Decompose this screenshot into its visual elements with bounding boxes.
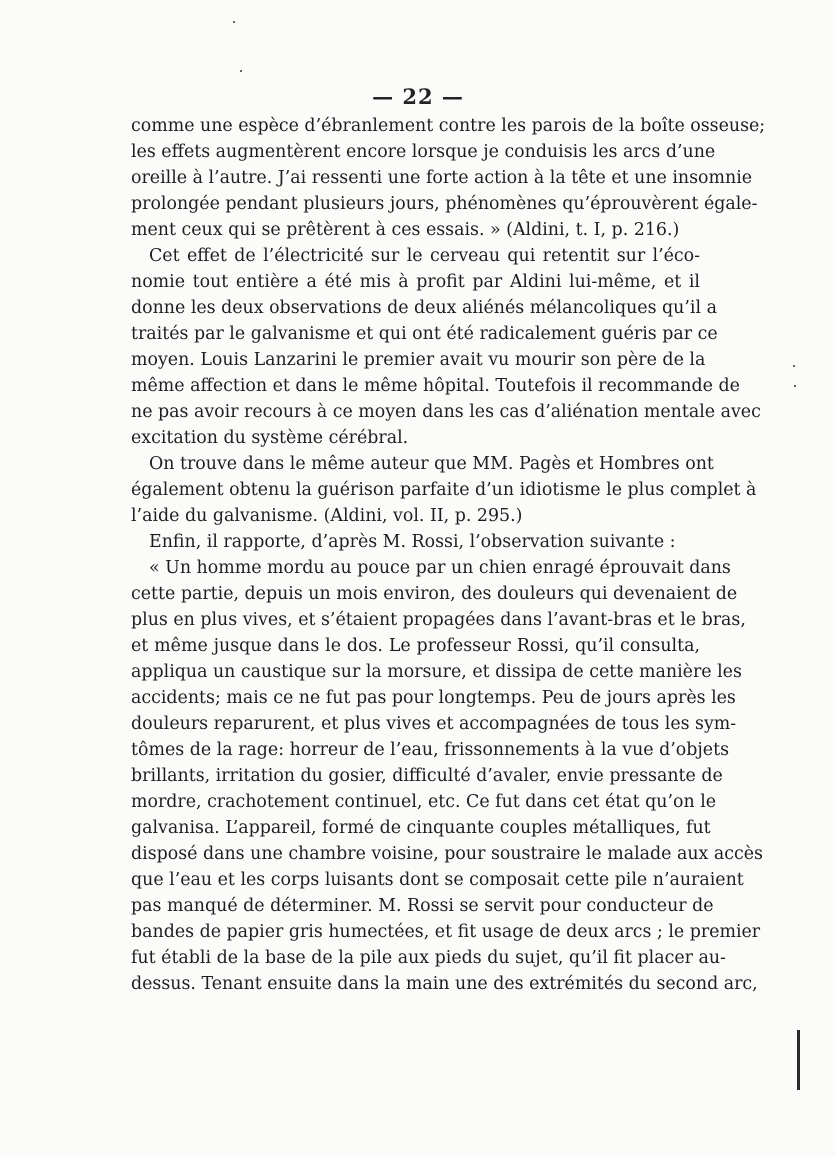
paper-speck xyxy=(794,385,796,387)
text-line: traités par le galvanisme et qui ont été radicalement guéris par ce xyxy=(131,324,718,344)
text-line: et même jusque dans le dos. Le professeur Rossi, qu’il consulta, xyxy=(131,636,700,656)
text-line: disposé dans une chambre voisine, pour soustraire le malade aux accès xyxy=(131,844,763,864)
text-line: ne pas avoir recours à ce moyen dans les cas d’aliénation mentale avec xyxy=(131,402,761,422)
text-line: l’aide du galvanisme. (Aldini, vol. II, p. 295.) xyxy=(131,506,523,526)
text-line: moyen. Louis Lanzarini le premier avait vu mourir son père de la xyxy=(131,350,706,370)
text-line: bandes de papier gris humectées, et fit usage de deux arcs ; le premier xyxy=(131,922,761,942)
text-line: mordre, crachotement continuel, etc. Ce fut dans cet état qu’on le xyxy=(131,792,717,812)
text-line: tômes de la rage: horreur de l’eau, frissonnements à la vue d’objets xyxy=(131,740,729,760)
page-edge-shadow xyxy=(797,1030,800,1090)
text-line: dessus. Tenant ensuite dans la main une des extrémités du second arc, xyxy=(131,974,758,994)
text-line: galvanisa. L’appareil, formé de cinquante couples métalliques, fut xyxy=(131,818,711,838)
text-line: nomie tout entière a été mis à profit par Aldini lui-même, et il xyxy=(131,272,700,292)
text-line: oreille à l’autre. J’ai ressenti une forte action à la tête et une insomnie xyxy=(131,168,753,188)
text-line: même affection et dans le même hôpital. Toutefois il recommande de xyxy=(131,376,740,396)
text-line: ment ceux qui se prêtèrent à ces essais. » (Aldini, t. I, p. 216.) xyxy=(131,220,680,240)
paper-speck xyxy=(240,70,242,72)
text-line: pas manqué de déterminer. M. Rossi se servit pour conducteur de xyxy=(131,896,714,916)
paper-speck xyxy=(793,365,795,367)
text-line: comme une espèce d’ébranlement contre les parois de la boîte osseuse; xyxy=(131,116,766,136)
text-line: cette partie, depuis un mois environ, des douleurs qui devenaient de xyxy=(131,584,738,604)
text-line: que l’eau et les corps luisants dont se composait cette pile n’auraient xyxy=(131,870,744,890)
text-line: prolongée pendant plusieurs jours, phénomènes qu’éprouvèrent égale- xyxy=(131,194,758,214)
text-line: appliqua un caustique sur la morsure, et dissipa de cette manière les xyxy=(131,662,742,682)
text-line: fut établi de la base de la pile aux pieds du sujet, qu’il fit placer au- xyxy=(131,948,726,968)
text-line: donne les deux observations de deux aliénés mélancoliques qu’il a xyxy=(131,298,717,318)
text-line: douleurs reparurent, et plus vives et accompagnées de tous les sym- xyxy=(131,714,737,734)
paragraph-first-line: Enfin, il rapporte, d’après M. Rossi, l’observation suivante : xyxy=(149,532,676,552)
text-line: également obtenu la guérison parfaite d’un idiotisme le plus complet à xyxy=(131,480,757,500)
paragraph-first-line: Cet effet de l’électricité sur le cerveau qui retentit sur l’éco- xyxy=(149,246,700,266)
paragraph-first-line: « Un homme mordu au pouce par un chien enragé éprouvait dans xyxy=(149,558,731,578)
text-line: accidents; mais ce ne fut pas pour longtemps. Peu de jours après les xyxy=(131,688,736,708)
text-line: plus en plus vives, et s’étaient propagées dans l’avant-bras et le bras, xyxy=(131,610,746,630)
page-number: — 22 — xyxy=(372,84,464,109)
paragraph-first-line: On trouve dans le même auteur que MM. Pagès et Hombres ont xyxy=(149,454,714,474)
text-line: excitation du système cérébral. xyxy=(131,428,409,448)
paper-speck xyxy=(233,21,235,23)
text-line: les effets augmentèrent encore lorsque je conduisis les arcs d’une xyxy=(131,142,716,162)
text-line: brillants, irritation du gosier, difficulté d’avaler, envie pressante de xyxy=(131,766,723,786)
